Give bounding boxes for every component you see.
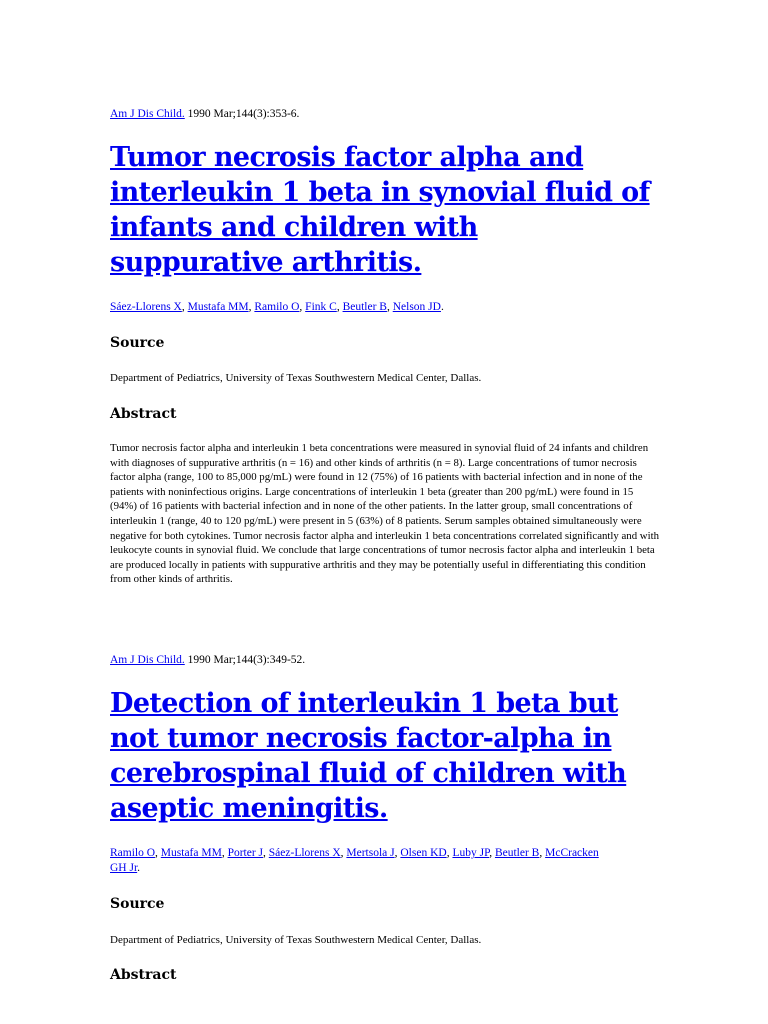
abstract-text: Tumor necrosis factor alpha and interleukin 1 beta concentrations were measured in synovial fluid of 24 infants and children with diagnoses of suppurative arthritis (n = 16) and other kinds of arthritis (n = 8). Large concentrations of tumor necrosis factor alpha (range, 100 to 85,000 pg/mL) were found in 12 (75%) of 16 patients with bacterial infection and in none of the patients with noninfectious origins. Large concentrations of interleukin 1 beta (greater than 200 pg/mL) were found in 15 (94%) of 16 patients with bacterial infection and in none of the other patients. In the latter group, small concentrations of interleukin 1 (range, 40 to 120 pg/mL) were present in 5 (63%) of 8 patients. Serum samples obtained simultaneously were negative for both cytokines. Tumor necrosis factor alpha and interleukin 1 beta concentrations correlated significantly and with leukocyte counts in synovial fluid. We conclude that large concentrations of tumor necrosis factor alpha and interleukin 1 beta are produced locally in patients with suppurative arthritis and they may be potentially useful in differentiating this condition from other kinds of arthritis. xyxy=(110,442,659,586)
author-link[interactable]: Mertsola J xyxy=(346,847,395,859)
citation-line xyxy=(110,107,662,121)
author-link[interactable]: McCracken GH Jr xyxy=(110,847,599,874)
citation-detail: 1990 Mar;144(3):349-52. xyxy=(184,654,306,666)
author-link[interactable]: Olsen KD xyxy=(400,847,447,859)
article-2 xyxy=(110,653,662,667)
article-2-abstract xyxy=(110,966,662,984)
author-link[interactable]: Sáez-Llorens X xyxy=(268,847,341,859)
article-title-link[interactable]: Tumor necrosis factor alpha and interleukin 1 beta in synovial fluid of infants and children with suppurative arthritis. xyxy=(110,142,650,278)
article-1-abstract-text-block xyxy=(110,441,662,587)
author-link[interactable]: Porter J xyxy=(227,847,264,859)
source-heading: Source xyxy=(110,335,165,351)
article-2-source xyxy=(110,895,662,913)
author-link[interactable]: Mustafa MM xyxy=(160,847,222,859)
article-title xyxy=(110,140,650,280)
citation-line xyxy=(110,653,662,667)
journal-link[interactable]: Am J Dis Child. xyxy=(110,654,185,666)
article-1-authors xyxy=(110,300,662,315)
author-link[interactable]: Beutler B xyxy=(494,847,540,859)
source-text: Department of Pediatrics, University of Texas Southwestern Medical Center, Dallas. xyxy=(110,934,482,946)
article-1-source-text-block xyxy=(110,371,662,386)
article-1-source xyxy=(110,334,662,352)
author-link[interactable]: Luby JP xyxy=(452,847,490,859)
abstract-heading: Abstract xyxy=(110,406,177,422)
author-link[interactable]: Ramilo O xyxy=(110,847,156,859)
source-text: Department of Pediatrics, University of Texas Southwestern Medical Center, Dallas. xyxy=(110,372,482,384)
journal-link[interactable]: Am J Dis Child. xyxy=(110,108,185,120)
author-link[interactable]: Mustafa MM xyxy=(187,301,249,313)
abstract-heading: Abstract xyxy=(110,967,177,983)
author-link[interactable]: Sáez-Llorens X xyxy=(110,301,182,313)
author-link[interactable]: Ramilo O xyxy=(254,301,300,313)
article-1 xyxy=(110,107,662,121)
author-link[interactable]: Fink C xyxy=(305,301,337,313)
author-list: Ramilo O, Mustafa MM, Porter J, Sáez-Llorens X, Mertsola J, Olsen KD, Luby JP, Beutler B, McCracken GH Jr. xyxy=(110,847,599,874)
article-2-authors xyxy=(110,846,610,876)
citation-detail: 1990 Mar;144(3):353-6. xyxy=(184,108,300,120)
source-heading: Source xyxy=(110,896,165,912)
article-2-source-text-block xyxy=(110,933,662,948)
author-link[interactable]: Nelson JD xyxy=(392,301,441,313)
author-list: Sáez-Llorens X, Mustafa MM, Ramilo O, Fink C, Beutler B, Nelson JD. xyxy=(110,301,444,313)
author-link[interactable]: Beutler B xyxy=(342,301,387,313)
article-1-title-block xyxy=(110,140,650,280)
article-title xyxy=(110,686,650,826)
article-2-title-block xyxy=(110,686,650,826)
article-title-link[interactable]: Detection of interleukin 1 beta but not tumor necrosis factor-alpha in cerebrospinal fluid of children with aseptic meningitis. xyxy=(110,688,627,824)
article-1-abstract xyxy=(110,405,662,423)
